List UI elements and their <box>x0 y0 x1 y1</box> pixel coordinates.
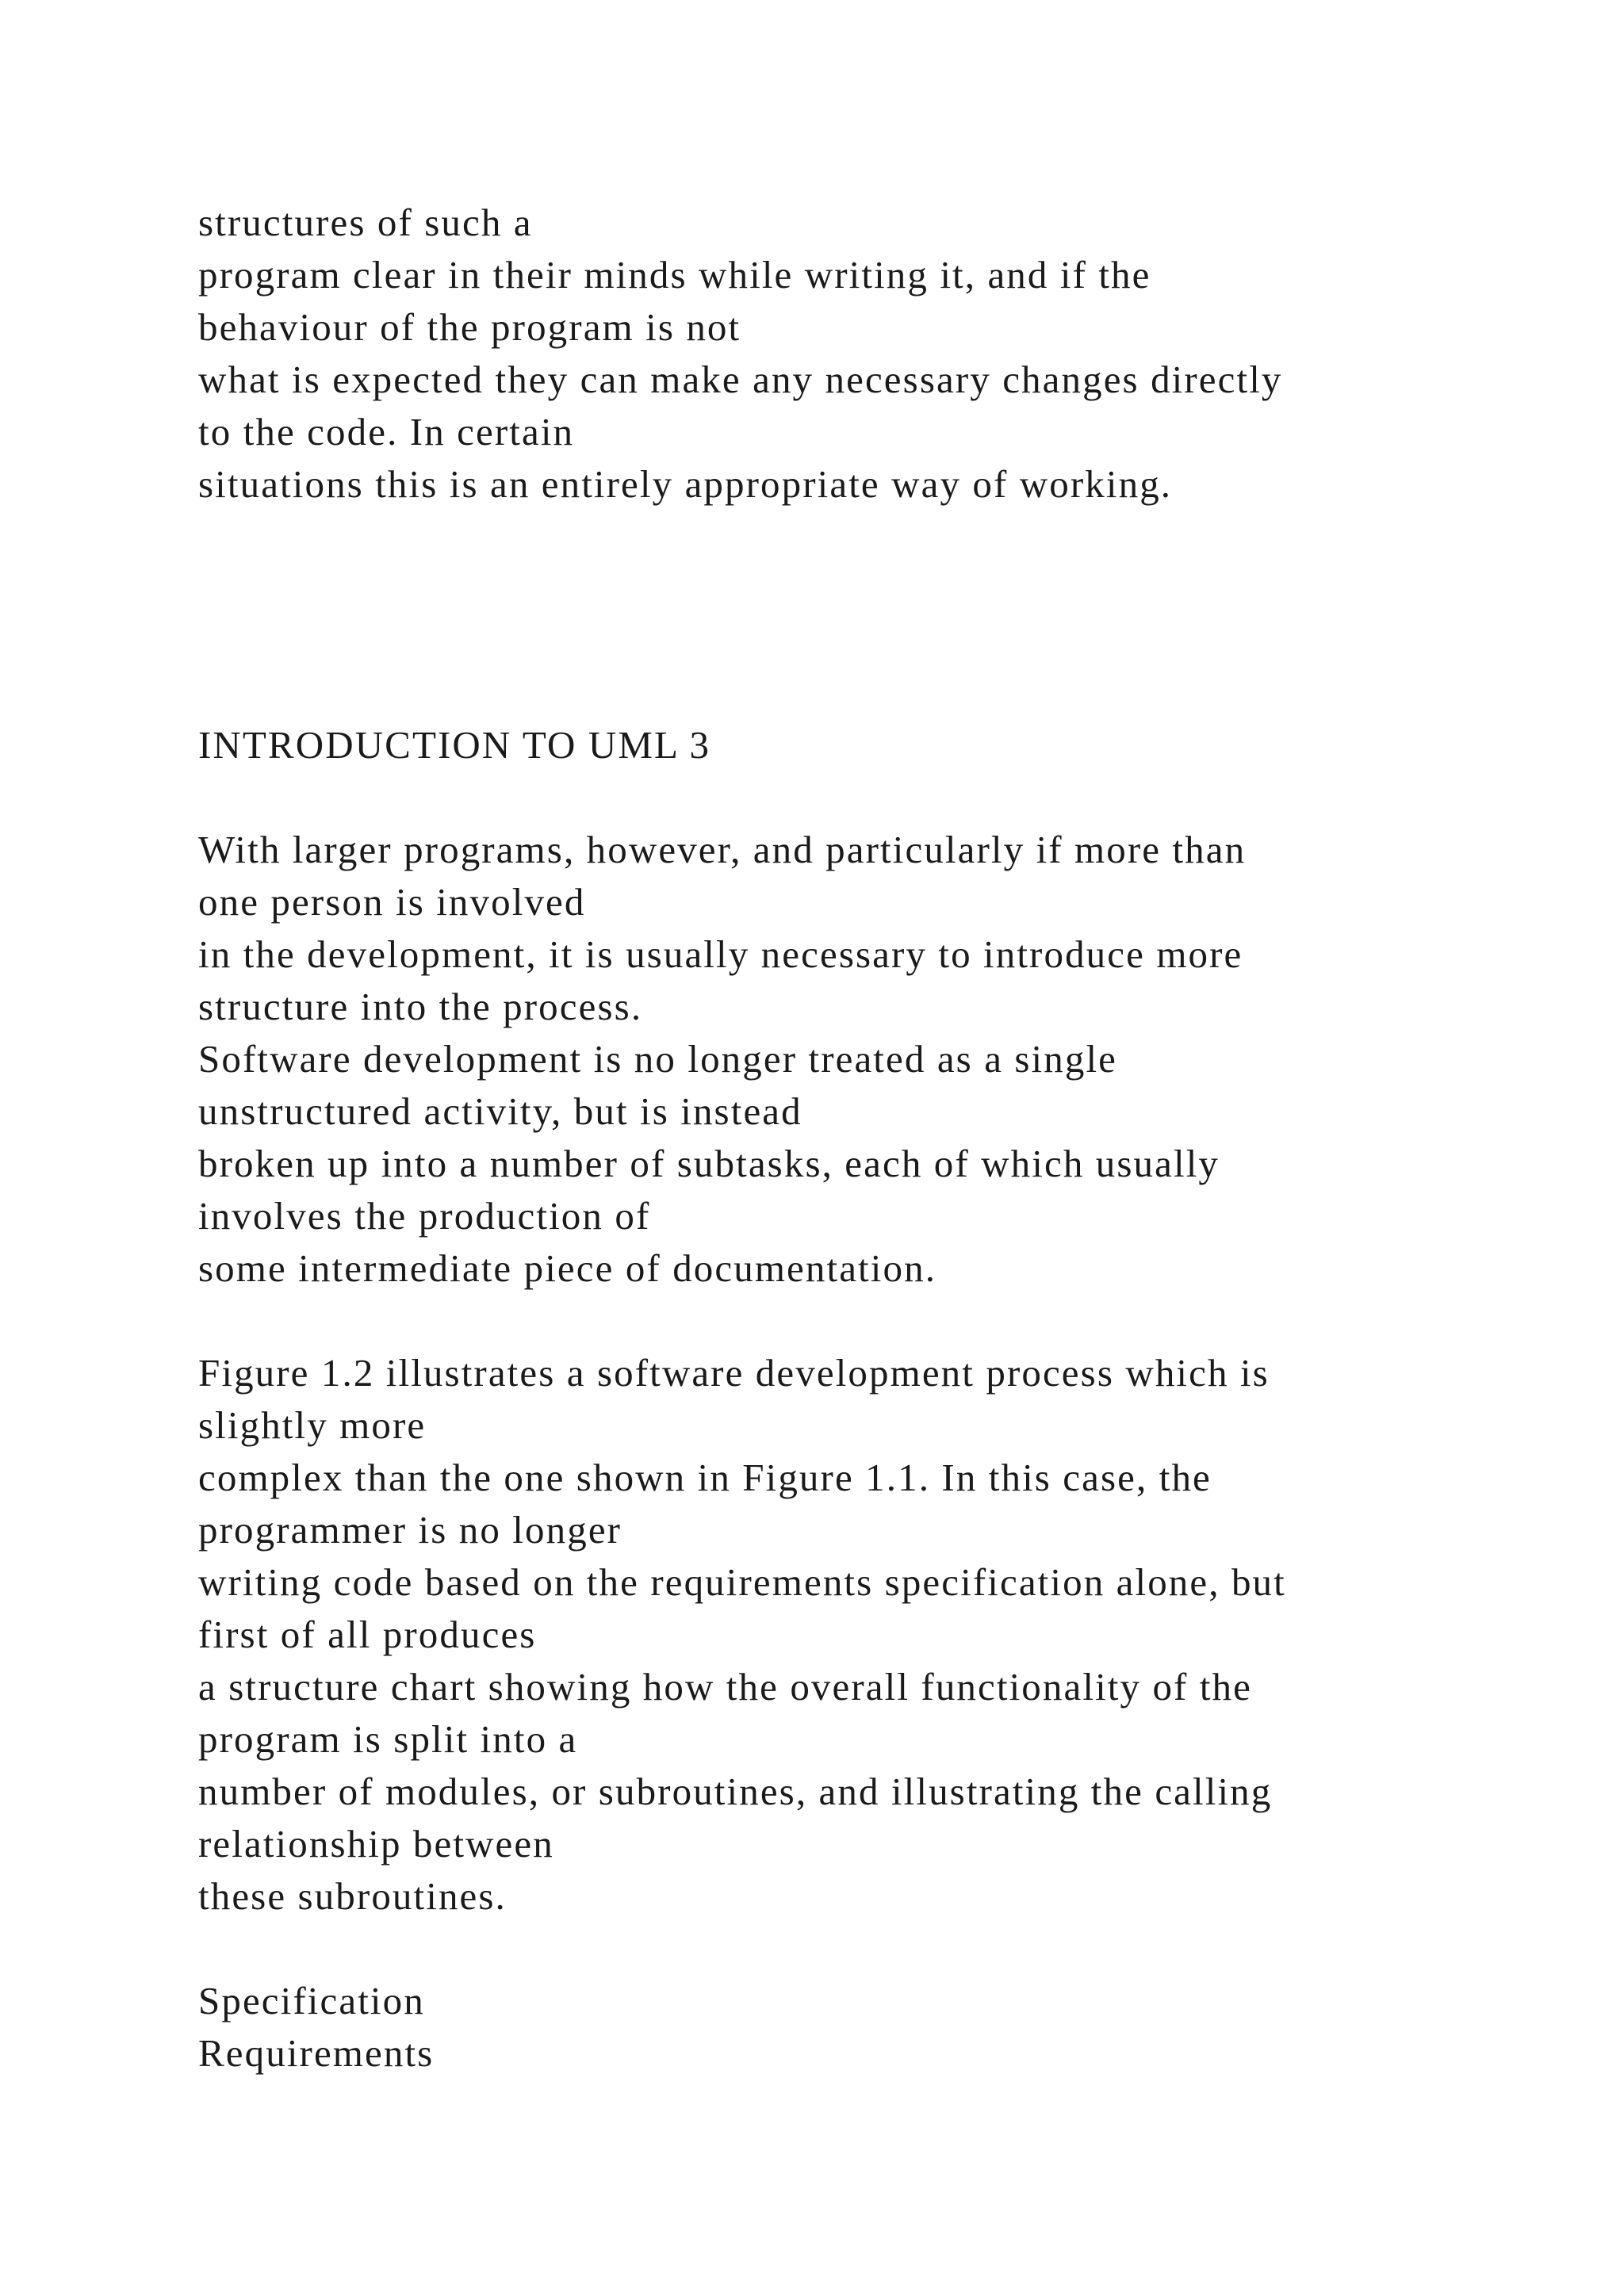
text-line: relationship between <box>198 1822 554 1866</box>
text-line: these subroutines. <box>198 1874 507 1918</box>
text-line: unstructured activity, but is instead <box>198 1089 802 1133</box>
text-line: structure into the process. <box>198 985 643 1028</box>
text-line: some intermediate piece of documentation. <box>198 1246 937 1290</box>
text-line: one person is involved <box>198 880 586 924</box>
text-line: program clear in their minds while writing it, and if the <box>198 253 1151 297</box>
text-line: program is split into a <box>198 1717 578 1761</box>
text-line: to the code. In certain <box>198 410 575 453</box>
text-line: in the development, it is usually necessary to introduce more <box>198 932 1243 976</box>
text-line: With larger programs, however, and particularly if more than <box>198 828 1247 871</box>
text-line: programmer is no longer <box>198 1508 622 1552</box>
text-line: Figure 1.2 illustrates a software development process which is <box>198 1351 1270 1395</box>
text-line: complex than the one shown in Figure 1.1. In this case, the <box>198 1456 1212 1499</box>
figure-label: Specification <box>198 1979 425 2022</box>
text-line: situations this is an entirely appropriate way of working. <box>198 462 1173 506</box>
text-line: structures of such a <box>198 201 533 244</box>
figure-label: Requirements <box>198 2031 435 2075</box>
text-line: writing code based on the requirements specification alone, but <box>198 1560 1286 1604</box>
text-line: broken up into a number of subtasks, each of which usually <box>198 1142 1220 1185</box>
text-line: number of modules, or subroutines, and illustrating the calling <box>198 1770 1273 1813</box>
text-line: involves the production of <box>198 1194 651 1238</box>
text-line: a structure chart showing how the overall functionality of the <box>198 1665 1252 1709</box>
text-line: what is expected they can make any necessary changes directly <box>198 358 1283 401</box>
text-line: first of all produces <box>198 1613 537 1656</box>
text-line: Software development is no longer treated as a single <box>198 1037 1118 1081</box>
text-line: behaviour of the program is not <box>198 305 741 349</box>
running-header: INTRODUCTION TO UML 3 <box>198 723 711 767</box>
text-line: slightly more <box>198 1403 427 1447</box>
